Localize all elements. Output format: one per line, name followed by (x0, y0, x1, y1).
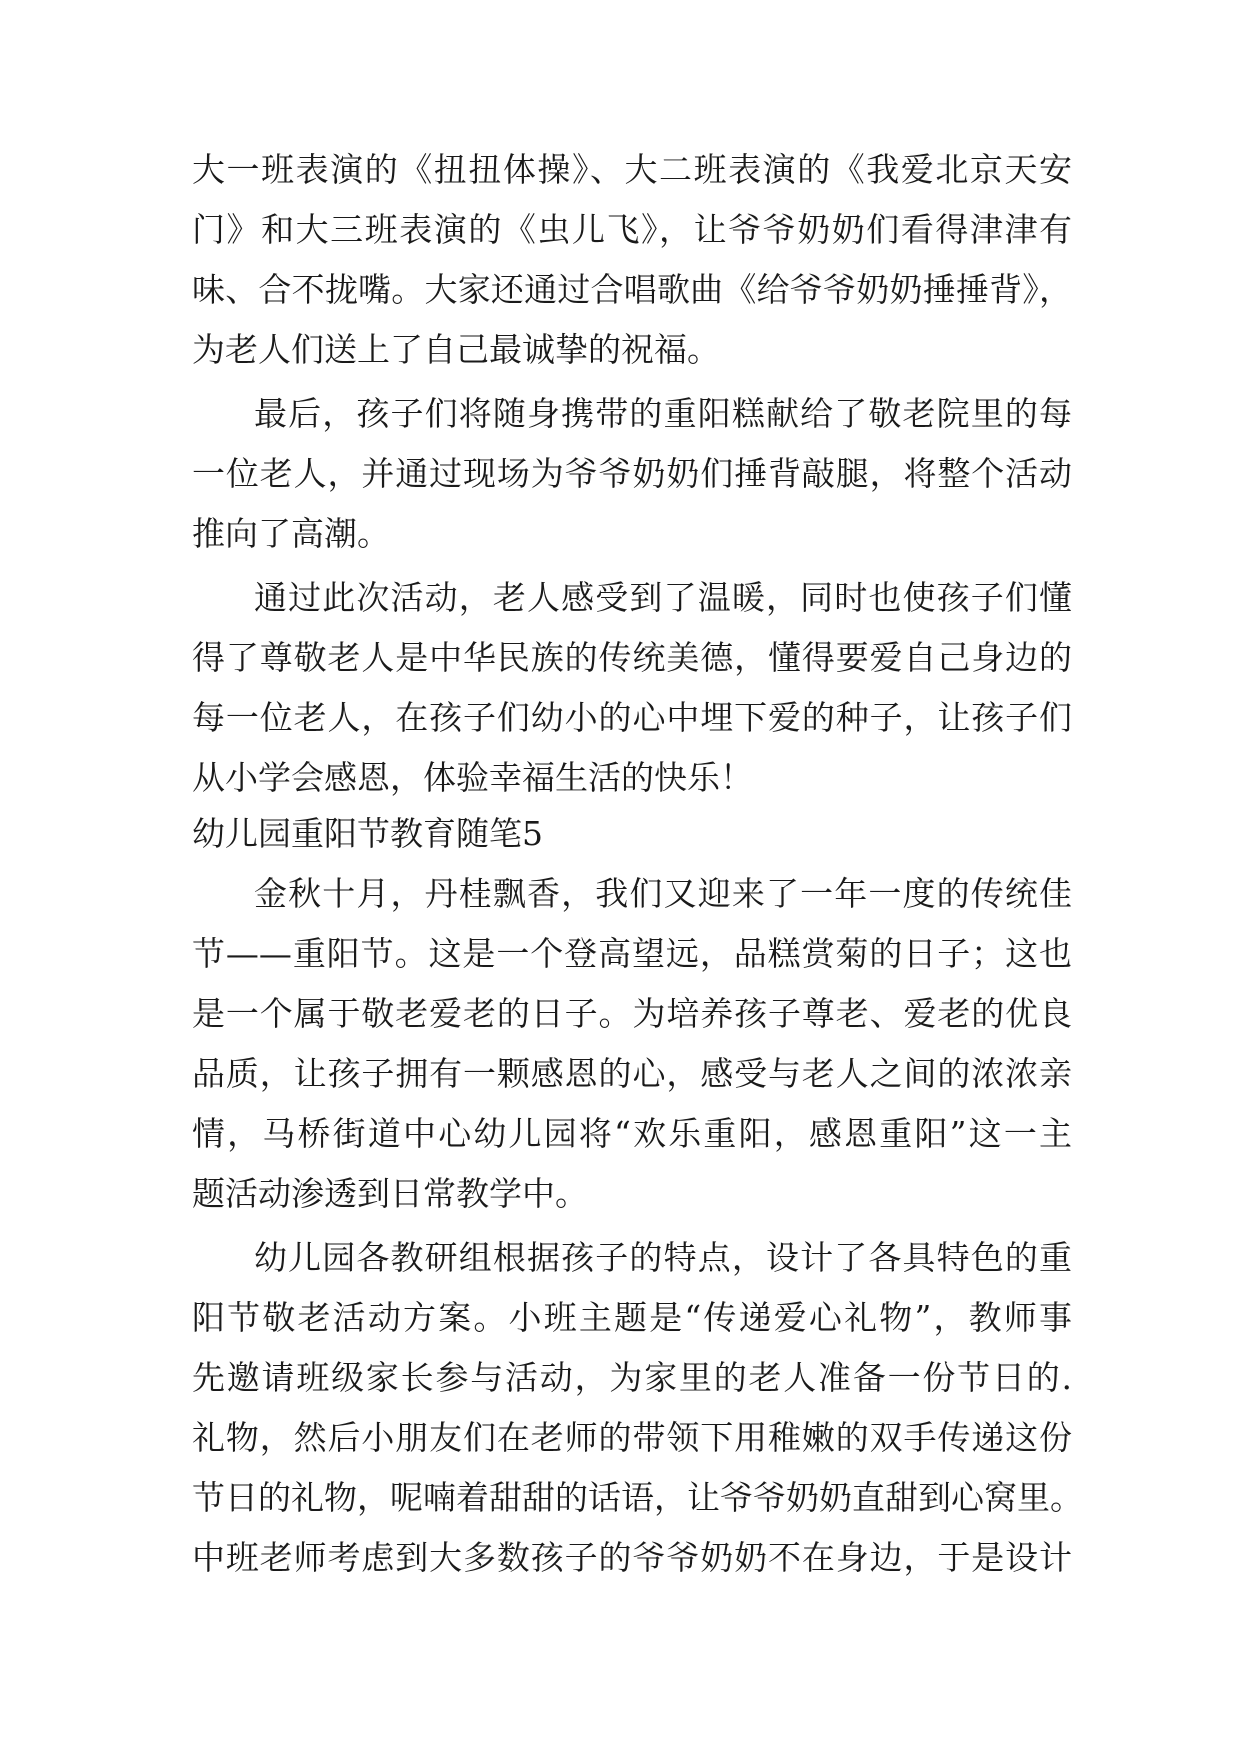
paragraph-5-line-2: 阳节敬老活动方案。小班主题是“传递爱心礼物”，教师事 (192, 1298, 1072, 1337)
paragraph-5-line-5: 节日的礼物，呢喃着甜甜的话语，让爷爷奶奶直甜到心窝里。 (192, 1478, 1083, 1517)
paragraph-4-line-5: 情，马桥街道中心幼儿园将“欢乐重阳，感恩重阳”这一主 (192, 1114, 1072, 1153)
section-heading: 幼儿园重阳节教育随笔5 (192, 814, 543, 853)
paragraph-1-line-3: 味、合不拢嘴。大家还通过合唱歌曲《给爷爷奶奶捶捶背》， (192, 270, 1072, 309)
paragraph-3-line-3: 每一位老人，在孩子们幼小的心中埋下爱的种子，让孩子们 (192, 698, 1072, 737)
paragraph-1-line-4: 为老人们送上了自己最诚挚的祝福。 (192, 330, 720, 369)
paragraph-4-line-4: 品质，让孩子拥有一颗感恩的心，感受与老人之间的浓浓亲 (192, 1054, 1072, 1093)
paragraph-3-line-2: 得了尊敬老人是中华民族的传统美德，懂得要爱自己身边的 (192, 638, 1072, 677)
paragraph-2-line-2: 一位老人，并通过现场为爷爷奶奶们捶背敲腿，将整个活动 (192, 454, 1072, 493)
paragraph-4-line-6: 题活动渗透到日常教学中。 (192, 1174, 588, 1213)
paragraph-2-line-1: 最后，孩子们将随身携带的重阳糕献给了敬老院里的每 (254, 394, 1072, 433)
paragraph-3-line-4: 从小学会感恩，体验幸福生活的快乐！ (192, 758, 753, 797)
paragraph-2-line-3: 推向了高潮。 (192, 514, 390, 553)
paragraph-1-line-2: 门》和大三班表演的《虫儿飞》，让爷爷奶奶们看得津津有 (192, 210, 1072, 249)
paragraph-5-line-4: 礼物，然后小朋友们在老师的带领下用稚嫩的双手传递这份 (192, 1418, 1072, 1457)
paragraph-1-line-1: 大一班表演的《扭扭体操》、大二班表演的《我爱北京天安 (192, 150, 1072, 189)
paragraph-4-line-2: 节——重阳节。这是一个登高望远，品糕赏菊的日子；这也 (192, 934, 1072, 973)
paragraph-5-line-3: 先邀请班级家长参与活动，为家里的老人准备一份节日的. (192, 1358, 1072, 1397)
paragraph-5-line-6: 中班老师考虑到大多数孩子的爷爷奶奶不在身边，于是设计 (192, 1538, 1072, 1577)
paragraph-4-line-1: 金秋十月，丹桂飘香，我们又迎来了一年一度的传统佳 (254, 874, 1072, 913)
paragraph-4-line-3: 是一个属于敬老爱老的日子。为培养孩子尊老、爱老的优良 (192, 994, 1072, 1033)
paragraph-5-line-1: 幼儿园各教研组根据孩子的特点，设计了各具特色的重 (254, 1238, 1072, 1277)
paragraph-3-line-1: 通过此次活动，老人感受到了温暖，同时也使孩子们懂 (254, 578, 1072, 617)
